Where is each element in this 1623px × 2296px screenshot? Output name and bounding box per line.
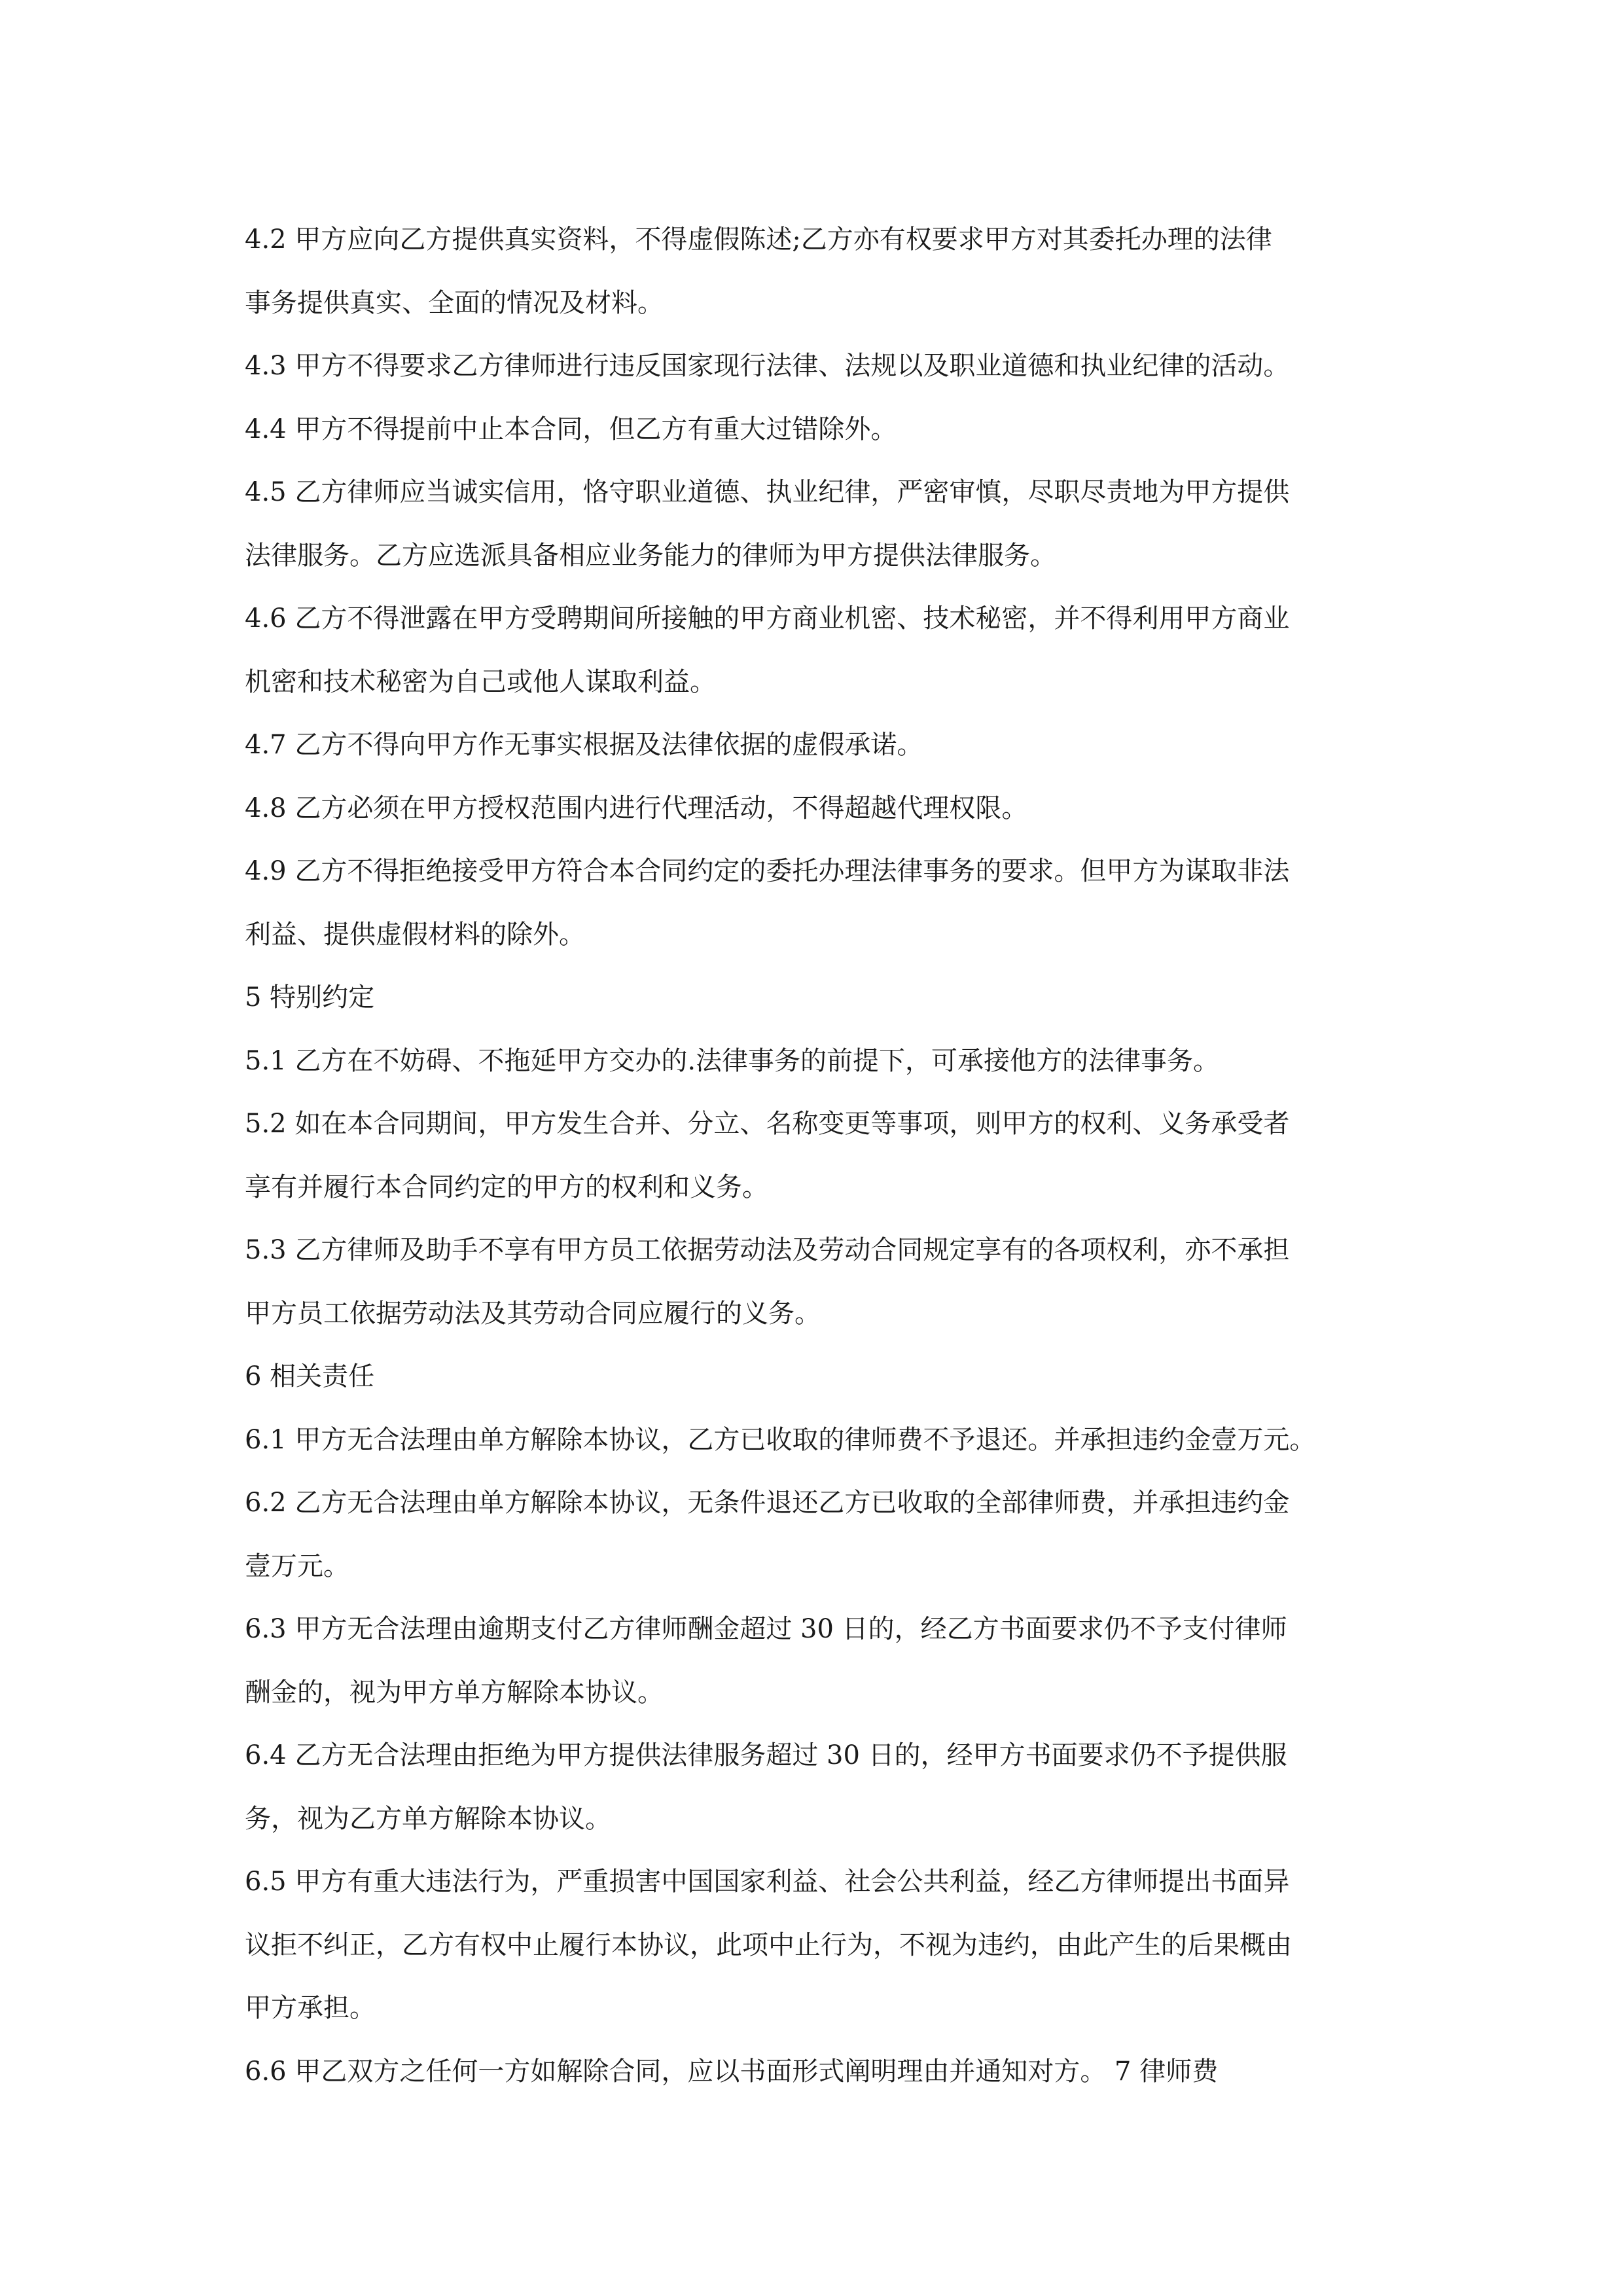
paragraph-4-4 — [245, 398, 1383, 461]
text-line: 事务提供真实、全面的情况及材料。 — [245, 287, 664, 318]
text-line: 4.7 乙方不得向甲方作无事实根据及法律依据的虚假承诺。 — [245, 730, 923, 760]
paragraph-4-7 — [245, 713, 1383, 777]
paragraph-5 — [245, 966, 1383, 1030]
document-body — [245, 208, 1383, 2103]
paragraph-4-9 — [245, 840, 1383, 966]
paragraph-4-2 — [245, 208, 1383, 334]
text-line: 享有并履行本合同约定的甲方的权利和义务。 — [245, 1172, 768, 1202]
text-line: 利益、提供虚假材料的除外。 — [245, 919, 585, 950]
text-line: 6.1 甲方无合法理由单方解除本协议，乙方已收取的律师费不予退还。并承担违约金壹万元。 — [245, 1424, 1316, 1455]
text-line: 议拒不纠正，乙方有权中止履行本协议，此项中止行为，不视为违约，由此产生的后果概由 — [245, 1929, 1292, 1960]
text-line: 4.4 甲方不得提前中止本合同，但乙方有重大过错除外。 — [245, 414, 897, 444]
text-line: 务，视为乙方单方解除本协议。 — [245, 1803, 611, 1834]
text-line: 4.8 乙方必须在甲方授权范围内进行代理活动，不得超越代理权限。 — [245, 793, 1028, 823]
paragraph-5-2 — [245, 1092, 1383, 1219]
paragraph-6 — [245, 1345, 1383, 1408]
paragraph-5-1 — [245, 1030, 1383, 1093]
text-line: 4.2 甲方应向乙方提供真实资料，不得虚假陈述;乙方亦有权要求甲方对其委托办理的法律 — [245, 224, 1272, 255]
text-line: 5.1 乙方在不妨碍、不拖延甲方交办的.法律事务的前提下，可承接他方的法律事务。 — [245, 1045, 1220, 1076]
text-line: 5.3 乙方律师及助手不享有甲方员工依据劳动法及劳动合同规定享有的各项权利，亦不承担 — [245, 1235, 1290, 1265]
text-line: 4.6 乙方不得泄露在甲方受聘期间所接触的甲方商业机密、技术秘密，并不得利用甲方商业 — [245, 603, 1290, 634]
paragraph-6-2 — [245, 1471, 1383, 1598]
text-line: 机密和技术秘密为自己或他人谋取利益。 — [245, 666, 716, 697]
paragraph-6-6 — [245, 2040, 1383, 2104]
text-line: 6.6 甲乙双方之任何一方如解除合同，应以书面形式阐明理由并通知对方。 7 律师费 — [245, 2056, 1219, 2087]
paragraph-6-3 — [245, 1598, 1383, 1724]
paragraph-5-3 — [245, 1219, 1383, 1345]
paragraph-6-5 — [245, 1850, 1383, 2040]
text-line: 5.2 如在本合同期间，甲方发生合并、分立、名称变更等事项，则甲方的权利、义务承受者 — [245, 1109, 1290, 1139]
paragraph-4-3 — [245, 334, 1383, 398]
paragraph-4-6 — [245, 587, 1383, 713]
paragraph-4-8 — [245, 777, 1383, 840]
text-line: 甲方承担。 — [245, 1993, 376, 2023]
text-line: 4.3 甲方不得要求乙方律师进行违反国家现行法律、法规以及职业道德和执业纪律的活动。 — [245, 351, 1290, 381]
text-line: 酬金的，视为甲方单方解除本协议。 — [245, 1677, 664, 1708]
text-line: 甲方员工依据劳动法及其劳动合同应履行的义务。 — [245, 1298, 821, 1329]
text-line: 法律服务。乙方应选派具备相应业务能力的律师为甲方提供法律服务。 — [245, 540, 1056, 571]
text-line: 5 特别约定 — [245, 982, 375, 1013]
text-line: 4.5 乙方律师应当诚实信用，恪守职业道德、执业纪律，严密审慎，尽职尽责地为甲方提供 — [245, 477, 1290, 507]
paragraph-4-5 — [245, 461, 1383, 587]
text-line: 6.3 甲方无合法理由逾期支付乙方律师酬金超过 30 日的，经乙方书面要求仍不予支付律师 — [245, 1614, 1287, 1644]
text-line: 6 相关责任 — [245, 1361, 375, 1391]
text-line: 6.5 甲方有重大违法行为，严重损害中国国家利益、社会公共利益，经乙方律师提出书面异 — [245, 1867, 1290, 1897]
text-line: 壹万元。 — [245, 1551, 349, 1581]
paragraph-6-4 — [245, 1724, 1383, 1850]
text-line: 4.9 乙方不得拒绝接受甲方符合本合同约定的委托办理法律事务的要求。但甲方为谋取非法 — [245, 856, 1290, 886]
text-line: 6.4 乙方无合法理由拒绝为甲方提供法律服务超过 30 日的，经甲方书面要求仍不予提供服 — [245, 1740, 1287, 1770]
text-line: 6.2 乙方无合法理由单方解除本协议，无条件退还乙方已收取的全部律师费，并承担违约金 — [245, 1488, 1290, 1518]
paragraph-6-1 — [245, 1408, 1383, 1472]
